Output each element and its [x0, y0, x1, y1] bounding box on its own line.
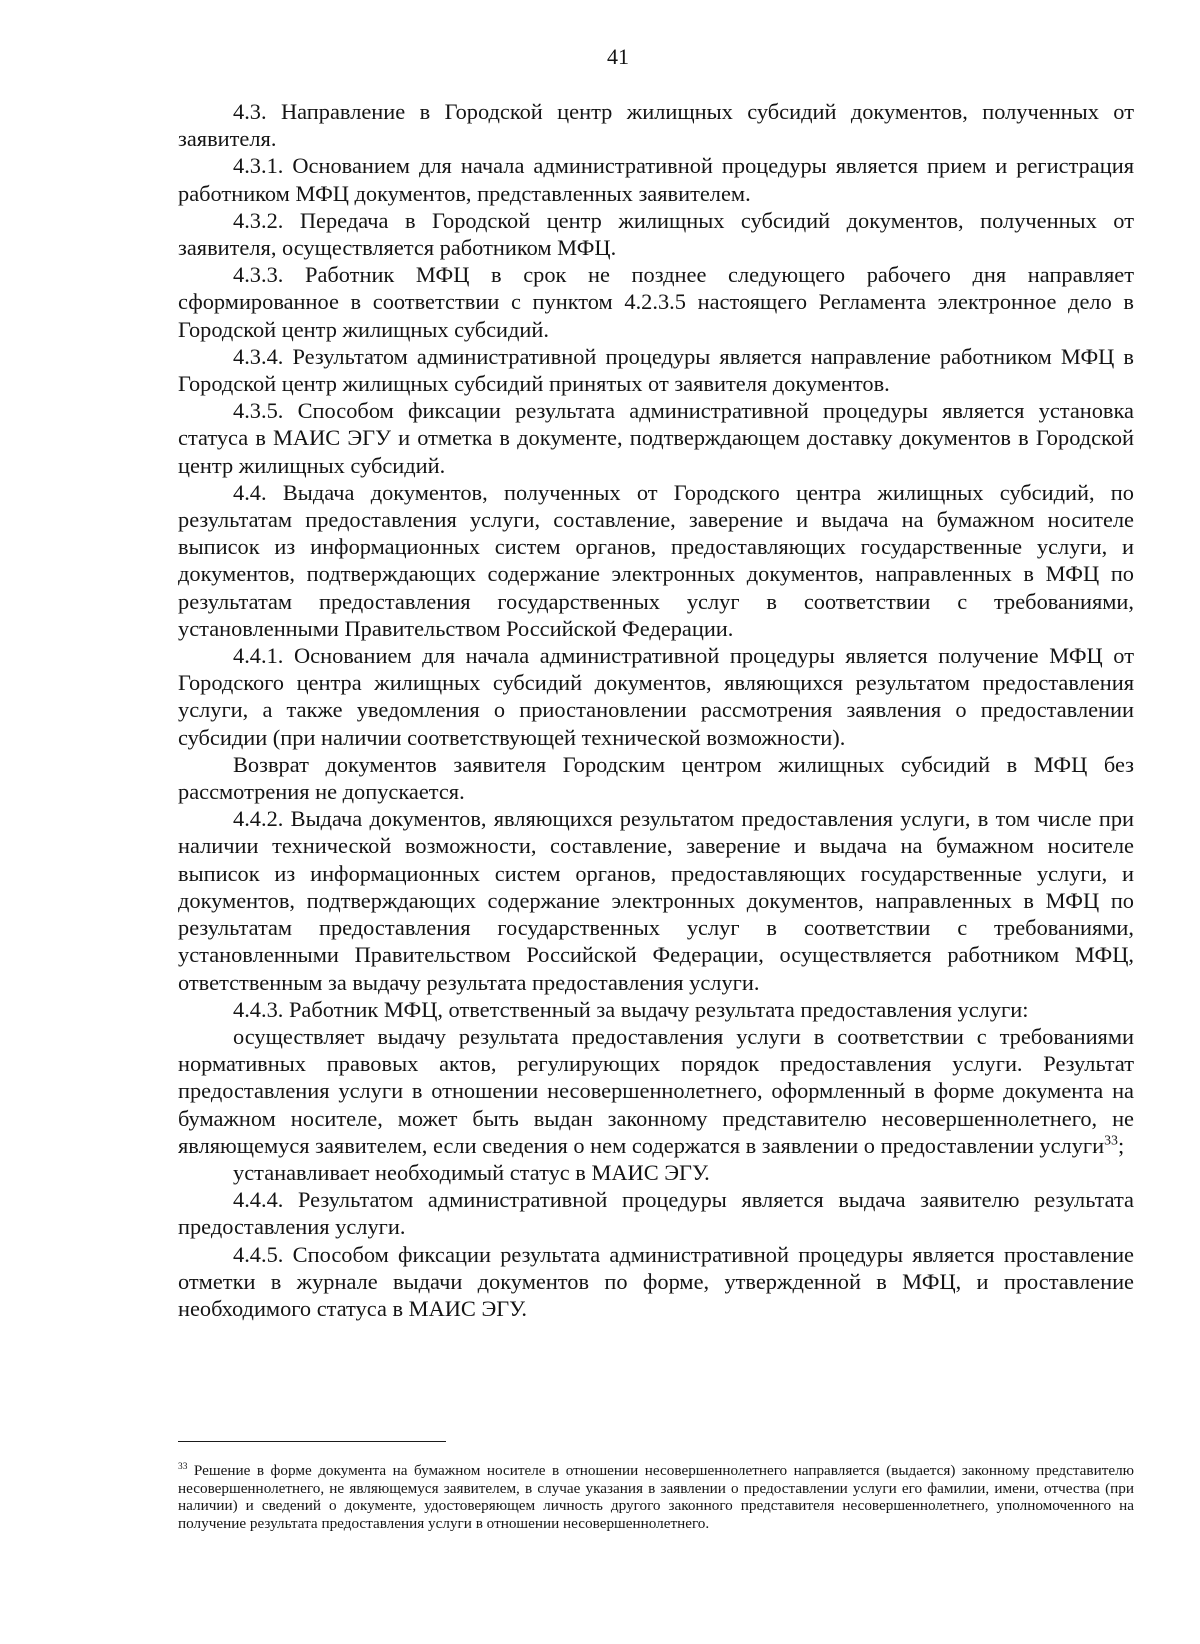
- paragraph-4-3-2: 4.3.2. Передача в Городской центр жилищных субсидий документов, полученных от заявителя, осуществляется работником МФЦ.: [178, 207, 1134, 261]
- paragraph-4-3-4: 4.3.4. Результатом административной процедуры является направление работником МФЦ в Городской центр жилищных субсидий принятых от заявителя документов.: [178, 343, 1134, 397]
- footnote-number: 33: [178, 1461, 188, 1472]
- paragraph-4-4-2: 4.4.2. Выдача документов, являющихся результатом предоставления услуги, в том числе при наличии технической возможности, составление, заверение и выдача на бумажном носителе выписок из информационных систем органов, предоставляющих государственные услуги, и документов, подтверждающих содержание электронных документов, направленных в МФЦ по результатам предоставления государственных услуг в соответствии с требованиями, установленными Правительством Российской Федерации, осуществляется работником МФЦ, ответственным за выдачу результата предоставления услуги.: [178, 806, 1134, 995]
- footnote-text: Решение в форме документа на бумажном носителе в отношении несовершеннолетнего направляется (выдается) законному представителю несовершеннолетнего, не являющемуся заявителем, в случае указания в заявлении о предоставлении услуги его фамилии, имени, отчества (при наличии) и сведений о документе, удостоверяющем личность другого законного представителя несовершеннолетнего, уполномоченного на получение результата предоставления услуги в отношении несовершеннолетнего.: [178, 1462, 1134, 1532]
- footnote-separator: [178, 1441, 446, 1442]
- paragraph-4-3-1: 4.3.1. Основанием для начала административной процедуры является прием и регистрация работником МФЦ документов, представленных заявителем.: [178, 153, 1134, 206]
- paragraph-issues-result-tail: ;: [1117, 1132, 1125, 1158]
- paragraph-return-documents: Возврат документов заявителя Городским центром жилищных субсидий в МФЦ без рассмотрения не допускается.: [178, 751, 1134, 805]
- paragraph-issues-result: [178, 1023, 1134, 1159]
- footnote: [178, 1462, 1134, 1532]
- paragraph-4-3-3: 4.3.3. Работник МФЦ в срок не позднее следующего рабочего дня направляет сформированное в соответствии с пунктом 4.2.3.5 настоящего Регламента электронное дело в Городской центр жилищных субсидий.: [178, 262, 1134, 342]
- paragraph-4-4-4: 4.4.4. Результатом административной процедуры является выдача заявителю результата предоставления услуги.: [178, 1187, 1134, 1240]
- paragraph-4-3: 4.3. Направление в Городской центр жилищных субсидий документов, полученных от заявителя.: [178, 99, 1134, 152]
- paragraph-4-3-5: 4.3.5. Способом фиксации результата административной процедуры является установка статуса в МАИС ЭГУ и отметка в документе, подтверждающем доставку документов в Городской центр жилищных субсидий.: [178, 398, 1134, 478]
- paragraph-sets-status: устанавливает необходимый статус в МАИС ЭГУ.: [233, 1159, 710, 1185]
- paragraph-4-4: 4.4. Выдача документов, полученных от Городского центра жилищных субсидий, по результатам предоставления услуги, составление, заверение и выдача на бумажном носителе выписок из информационных систем органов, предоставляющих государственные услуги, и документов, подтверждающих содержание электронных документов, направленных в МФЦ по результатам предоставления государственных услуг в соответствии с требованиями, установленными Правительством Российской Федерации.: [178, 479, 1134, 641]
- paragraph-issues-result-text: осуществляет выдачу результата предоставления услуги в соответствии с требованиями нормативных правовых актов, регулирующих порядок предоставления услуги. Результат предоставления услуги в отношении несовершеннолетнего, оформленный в форме документа на бумажном носителе, может быть выдан законному представителю несовершеннолетнего, не являющемуся заявителем, если сведения о нем содержатся в заявлении о предоставлении услуги: [178, 1023, 1134, 1158]
- document-body: [178, 98, 1134, 1322]
- paragraph-4-4-3: 4.4.3. Работник МФЦ, ответственный за выдачу результата предоставления услуги:: [233, 996, 1029, 1022]
- footnote-text-block: [178, 1462, 1134, 1532]
- paragraph-4-4-5: 4.4.5. Способом фиксации результата административной процедуры является проставление отметки в журнале выдачи документов по форме, утвержденной в МФЦ, и проставление необходимого статуса в МАИС ЭГУ.: [178, 1241, 1134, 1321]
- paragraph-4-4-1: 4.4.1. Основанием для начала административной процедуры является получение МФЦ от Городского центра жилищных субсидий документов, являющихся результатом предоставления услуги, а также уведомления о приостановлении рассмотрения заявления о предоставлении субсидии (при наличии соответствующей технической возможности).: [178, 643, 1134, 750]
- page-number: 41: [607, 44, 629, 69]
- footnote-reference: 33: [1104, 1133, 1118, 1149]
